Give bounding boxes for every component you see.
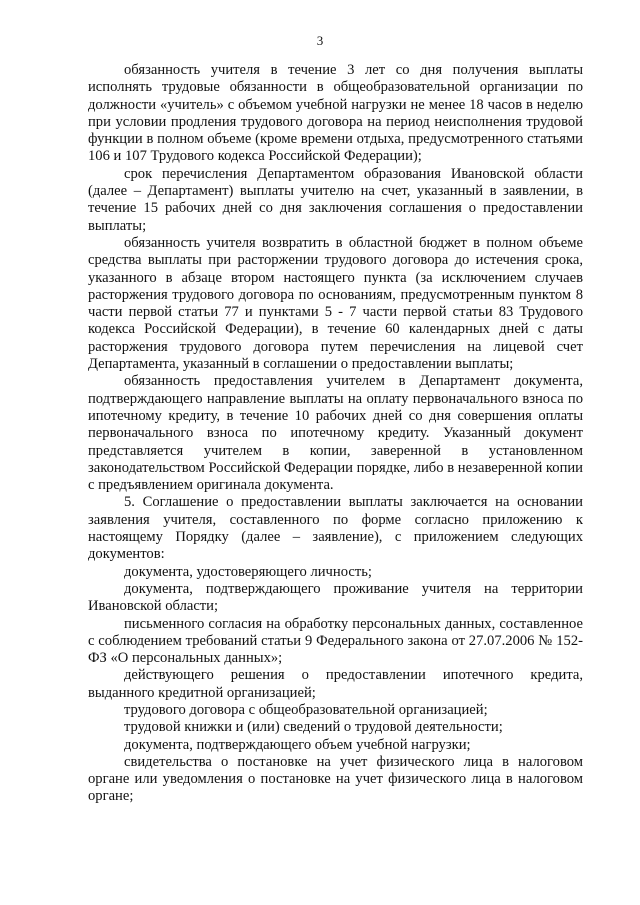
list-item-mortgage-decision: действующего решения о предоставлении ипотечного кредита, выданного кредитной организацией; bbox=[88, 667, 583, 701]
list-item-residence-document: документа, подтверждающего проживание учителя на территории Ивановской области; bbox=[88, 580, 583, 615]
list-item-employment-contract: трудового договора с общеобразовательной организацией; bbox=[124, 701, 488, 718]
paragraph-teacher-obligation-work: обязанность учителя в течение 3 лет со дня получения выплаты исполнять трудовые обязанности в общеобразовательной организации по должности «учитель» с объемом учебной нагрузки не менее 18 часов в неделю при условии продления трудового договора на период неисполнения трудовой функции в полном объеме (кроме времени отдыха, предусмотренного статьями 106 и 107 Трудового кодекса Российской Федерации); bbox=[88, 62, 583, 165]
paragraph-transfer-term: срок перечисления Департаментом образования Ивановской области (далее – Департамент) выплаты учителю на счет, указанный в заявлении, в течение 15 рабочих дней со дня заключения соглашения о предоставлении выплаты; bbox=[88, 165, 583, 234]
paragraph-document-submission: обязанность предоставления учителем в Департамент документа, подтверждающего направление выплаты на оплату первоначального взноса по ипотечному кредиту, в течение 10 рабочих дней со дня совершения оплаты первоначального взноса по ипотечному кредиту. Указанный документ представляется учителем в копии, заверенной в установленном законодательством Российской Федерации порядке, либо в незаверенной копии с предъявлением оригинала документа. bbox=[88, 373, 583, 494]
list-item-work-record: трудовой книжки и (или) сведений о трудовой деятельности; bbox=[124, 719, 503, 736]
list-item-personal-data-consent: письменного согласия на обработку персональных данных, составленное с соблюдением требований статьи 9 Федерального закона от 27.07.2006 № 152-ФЗ «О персональных данных»; bbox=[88, 615, 583, 667]
list-item-identity-document: документа, удостоверяющего личность; bbox=[124, 563, 372, 580]
list-item-workload-document: документа, подтверждающего объем учебной нагрузки; bbox=[124, 736, 471, 753]
paragraph-refund-obligation: обязанность учителя возвратить в областной бюджет в полном объеме средства выплаты при расторжении трудового договора до истечения срока, указанного в абзаце втором настоящего пункта (за исключением случаев расторжения трудового договора по основаниям, предусмотренным пунктом 8 части первой статьи 77 и пунктами 5 - 7 части первой статьи 83 Трудового кодекса Российской Федерации), в течение 60 календарных дней с даты расторжения трудового договора путем перечисления на лицевой счет Департамента, указанный в соглашении о предоставлении выплаты; bbox=[88, 234, 583, 373]
document-body bbox=[88, 62, 583, 806]
list-item-tax-registration: свидетельства о постановке на учет физического лица в налоговом органе или уведомления о постановке на учет физического лица в налоговом органе; bbox=[88, 753, 583, 805]
page-number: 3 bbox=[316, 33, 324, 48]
paragraph-agreement-basis: 5. Соглашение о предоставлении выплаты заключается на основании заявления учителя, составленного по форме согласно приложению к настоящему Порядку (далее – заявление), с приложением следующих документов: bbox=[88, 494, 583, 563]
